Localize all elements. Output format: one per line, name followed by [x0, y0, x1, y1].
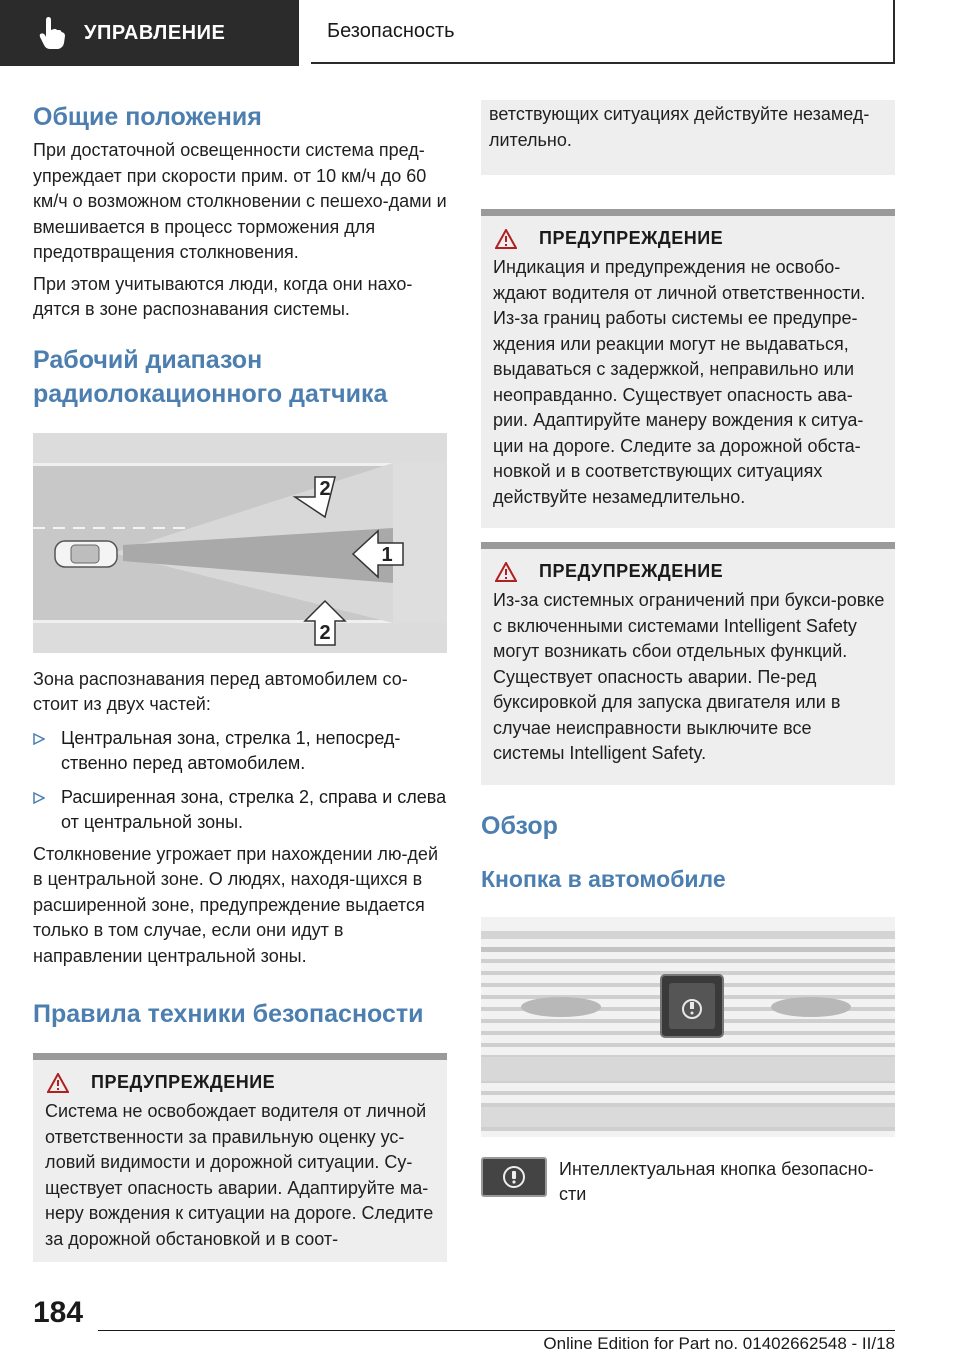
right-column — [481, 100, 895, 1208]
warning-text: Система не освобождает водителя от личной ответственности за правильную оценку ус-ловий видимости и дорожной ситуации. Су-ществует опасность аварии. Адаптируйте ма-неру вождения к ситуации на дороге. Следите за дорожной обстановкой и в соот- — [45, 1101, 434, 1249]
paragraph-general-1: При достаточной освещенности система пред-упреждает при скорости прим. от 10 км/ч до 60 км/ч о возможном столкновении с пешехо-дами и вмешивается в процесс торможения для предотвращения столкновения. — [33, 140, 447, 262]
arrow-label-2-top: 2 — [319, 477, 331, 500]
intelligent-safety-icon — [501, 1164, 527, 1190]
warning-text-continued: ветствующих ситуациях действуйте незамед-лительно. — [489, 104, 870, 150]
chapter-title: Безопасность — [327, 19, 455, 42]
heading-general: Общие положения — [33, 103, 262, 131]
heading-radar-range: Рабочий диапазон радиолокационного датчика — [33, 345, 388, 408]
paragraph-collision: Столкновение угрожает при нахождении лю-дей в центральной зоне. О людях, находя-щихся в расширенной зоне, предупреждение выдается только в том случае, если они идут в направлении центральной зоны. — [33, 843, 438, 966]
bullet-item — [33, 726, 447, 777]
warning-title: ПРЕДУПРЕЖДЕНИЕ — [539, 561, 724, 581]
dashboard-button-photo — [481, 917, 895, 1137]
warning-triangle-icon — [495, 229, 517, 249]
paragraph-zone: Зона распознавания перед автомобилем со-стоит из двух частей: — [33, 668, 408, 714]
car-icon — [55, 541, 117, 567]
section-tab — [0, 0, 299, 66]
left-column — [33, 100, 447, 1262]
warning-triangle-icon — [495, 562, 517, 582]
heading-overview: Обзор — [481, 811, 558, 840]
warning-box-2 — [481, 209, 895, 528]
warning-title: ПРЕДУПРЕЖДЕНИЕ — [539, 228, 724, 248]
warning-triangle-icon — [47, 1073, 69, 1093]
warning-box-3 — [481, 542, 895, 785]
button-legend — [481, 1157, 895, 1208]
section-title: УПРАВЛЕНИЕ — [84, 21, 226, 44]
arrow-label-2-bottom: 2 — [319, 621, 331, 644]
warning-text: Из-за системных ограничений при букси-ровке с включенными системами Intelligent Safety могут возникать сбои отдельных функций. Существует опасность аварии. Пе-ред буксировкой для запуска двигателя или в случае неисправности выключите все системы Intelligent Safety. — [493, 590, 885, 763]
bullet-text: Расширенная зона, стрелка 2, справа и слева от центральной зоны. — [61, 786, 447, 832]
bullet-text: Центральная зона, стрелка 1, непосред-ственно перед автомобилем. — [61, 727, 401, 773]
warning-box-1-continued — [481, 100, 895, 175]
warning-title: ПРЕДУПРЕЖДЕНИЕ — [91, 1072, 276, 1092]
triangle-bullet-icon — [33, 792, 45, 804]
chapter-tab — [311, 0, 895, 64]
page-number: 184 — [33, 1296, 84, 1329]
bullet-item — [33, 785, 447, 836]
triangle-bullet-icon — [33, 733, 45, 745]
arrow-label-1: 1 — [381, 543, 393, 566]
hand-pointer-icon — [38, 16, 66, 50]
radar-range-diagram — [33, 433, 447, 653]
safety-button-small — [481, 1157, 547, 1197]
heading-button-in-car: Кнопка в автомобиле — [481, 865, 726, 892]
button-caption: Интеллектуальная кнопка безопасно-сти — [559, 1158, 874, 1204]
warning-text: Индикация и предупреждения не освобо-ждают водителя от личной ответственности. Из-за границ работы системы ее предупре-ждения или реакции могут не выдаваться, выдаваться с задержкой, неправильно или неоправданно. Существует опасность ава-рии. Адаптируйте манеру вождения к ситуа-ции на дороге. Следите за дорожной обста-новкой и в соответствующих ситуациях действуйте незамедлительно. — [493, 257, 866, 507]
warning-box-1 — [33, 1053, 447, 1262]
paragraph-general-2: При этом учитываются люди, когда они нахо-дятся в зоне распознавания системы. — [33, 273, 413, 319]
edition-note: Online Edition for Part no. 01402662548 - II/18 — [543, 1334, 895, 1353]
footer-divider — [98, 1330, 895, 1331]
heading-safety-rules: Правила техники безопасности — [33, 1000, 424, 1028]
